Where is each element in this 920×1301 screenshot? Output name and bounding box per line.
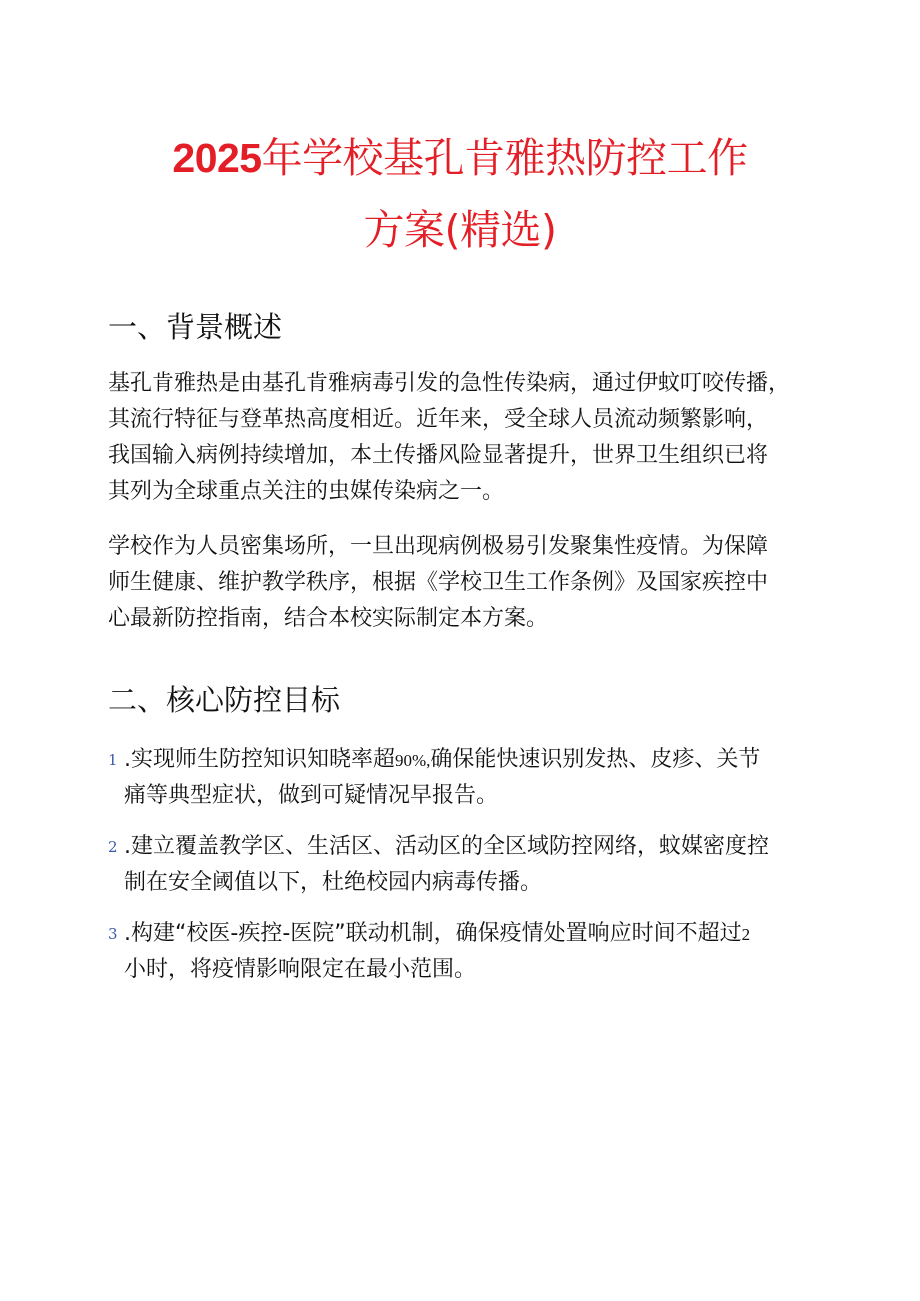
list-item-text: .实现师生防控知识知晓率超 [124,747,395,772]
list-item-line: 小时，将疫情影响限定在最小范围。 [124,957,477,982]
list-item-line: .建立覆盖教学区、生活区、活动区的全区域防控网络，蚊媒密度控 [124,834,769,859]
paragraph-line: 我国输入病例持续增加，本土传播风险显著提升，世界卫生组织已将 [108,443,769,468]
paragraph-line: 其列为全球重点关注的虫媒传染病之一。 [108,479,505,504]
background-paragraph-2 [108,529,828,637]
list-item-line: 痛等典型症状，做到可疑情况早报告。 [124,783,499,808]
list-number: 1 [108,751,118,769]
list-item-hours: 2 [741,925,751,944]
goal-list-item-3 [108,916,828,988]
list-item-text: .构建“校医-疾控-医院”联动机制，确保疫情处置响应时间不超过 [124,921,742,946]
list-item-percent: 90%, [395,751,431,770]
title-line-1 [0,134,920,182]
paragraph-line: 心最新防控指南，结合本校实际制定本方案。 [108,606,549,631]
title-line-1-text: 年学校基孔肯雅热防控工作 [261,134,748,182]
paragraph-line: 其流行特征与登革热高度相近。近年来，受全球人员流动频繁影响， [108,407,769,432]
list-number: 2 [108,838,118,856]
section-heading-goals: 二、核心防控目标 [108,683,341,717]
list-item-line [108,916,828,952]
paragraph-line: 学校作为人员密集场所，一旦出现病例极易引发聚集性疫情。为保障 [108,534,769,559]
section-heading-background: 一、背景概述 [108,310,283,344]
list-item-text: 确保能快速识别发热、皮疹、关节 [430,747,761,772]
paragraph-line: 师生健康、维护教学秩序，根据《学校卫生工作条例》及国家疾控中 [108,570,769,595]
list-item-line: 制在安全阈值以下，杜绝校园内病毒传播。 [124,870,543,895]
background-paragraph-1 [108,366,828,510]
goal-list-item-2 [108,829,828,901]
goal-list-item-1 [108,742,828,814]
title-year: 2025 [172,135,262,181]
list-number: 3 [108,925,118,943]
title-line-2: 方案(精选) [363,206,557,254]
list-item-line [108,742,828,778]
paragraph-line: 基孔肯雅热是由基孔肯雅病毒引发的急性传染病，通过伊蚊叮咬传播， [108,371,791,396]
